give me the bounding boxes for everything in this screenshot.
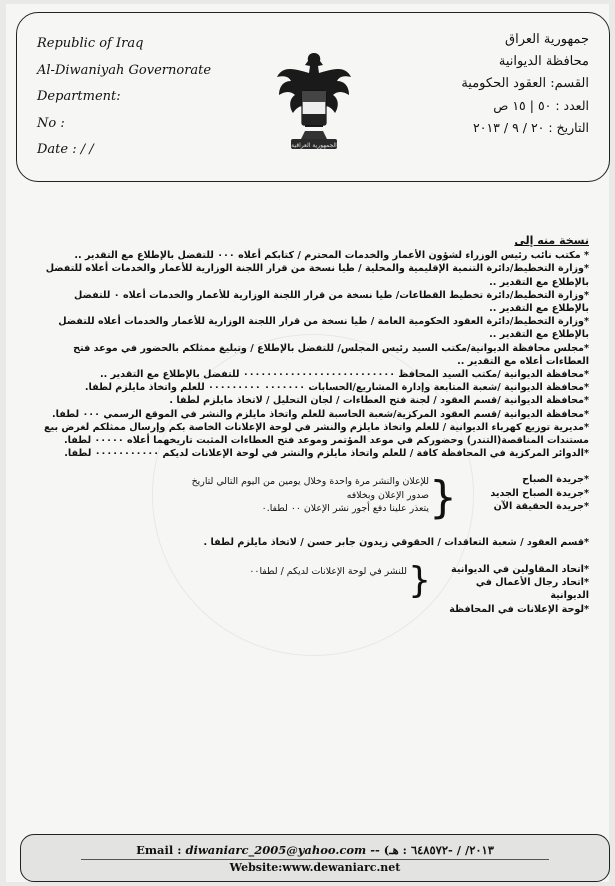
letterhead (16, 12, 610, 182)
newspaper-list (469, 473, 589, 513)
union-item: *اتحاد رجال الأعمال في الديوانية (475, 576, 589, 602)
recipient-line: *وزارة التخطيط/دائرة تخطيط القطاعات/ طيا نسخة من قرار اللجنة الوزارية للأعمار والخدمات أعلاه ٠ للتفضل بالإطلاع مع التقدير .. (74, 289, 589, 315)
newspapers-block (34, 473, 589, 523)
contracts-line: *قسم العقود / شعبة التعاقدات / الحقوقي زيدون جابر حسن / لاتخاذ مايلزم لطفا . (203, 537, 589, 549)
republic-ar: جمهورية العراق (505, 32, 589, 47)
phone-number: -- (٢٠١٣/ / -٦٤٨٥٧٢ : هـ (370, 843, 494, 857)
date-ar: التاريخ : ٢٠ / ٩ / ٢٠١٣ (473, 120, 589, 135)
copy-title: نسخة منه إلى (514, 234, 589, 247)
email-label: Email : (136, 843, 182, 857)
recipient-line: *محافظة الديوانية /قسم العقود المركزية/شعبة الحاسبة للعلم واتخاذ مايلزم والنشر في الموقع الرسمي ٠٠٠ لطفا. (51, 408, 589, 420)
number-ar: العدد : ٥٠ | ١٥ ص (493, 98, 589, 113)
arabic-letterhead (399, 29, 589, 139)
iraq-eagle-emblem (275, 47, 353, 153)
brace-icon: { (429, 472, 457, 524)
newspaper-item: *جريدة الصباح (522, 474, 589, 486)
newspapers-note-line: يتعذر علينا دفع أجور نشر الإعلان ٠٠ لطفا.٠ (261, 502, 429, 514)
department-en: Department: (37, 89, 121, 104)
unions-block (34, 559, 589, 603)
governorate-ar: محافظة الديوانية (498, 54, 589, 69)
email-link[interactable]: diwaniarc_2005@yahoo.com (185, 843, 367, 857)
distribution-list (34, 234, 589, 616)
date-en: Date : / / (37, 142, 94, 157)
brace-icon: { (408, 559, 431, 601)
recipient-line: *مجلس محافظة الديوانية/مكتب السيد رئيس المجلس/ للتفضل بالإطلاع / وتبليغ ممثلكم بالحضور في موعد فتح العطاءات أعلاه مع التقدير .. (73, 342, 589, 367)
recipient-line: *مديرية توزيع كهرباء الديوانية / للعلم واتخاذ مايلزم والنشر في لوحة الإعلانات الخاصة بكم وإرسال ممثلكم لغرض بيع مستندات المناقصة(التندر) وحضوركم في موعد المؤتمر وموعد فتح العطاءات المثبت تاريخهما أعلاه ٠٠٠٠٠ لطفا. (43, 421, 589, 447)
governorate-en: Al-Diwaniyah Governorate (37, 62, 212, 78)
union-item: *اتحاد المقاولين في الديوانية (451, 563, 589, 575)
newspapers-note (189, 475, 429, 515)
footer-divider (81, 859, 549, 860)
newspapers-note-line: للإعلان والنشر مرة واحدة وخلال يومين من اليوم التالي لتاريخ صدور الإعلان وبخلافه (191, 476, 429, 501)
recipient-line: *الدوائر المركزية في المحافظة كافة / للعلم واتخاذ مايلزم والنشر في لوحة الإعلانات لديكم ٠٠٠٠٠٠٠٠٠٠٠ لطفا. (64, 448, 589, 460)
english-letterhead (37, 31, 237, 164)
newspaper-item: *جريدة الصباح الجديد (490, 487, 589, 499)
department-ar: القسم: العقود الحكومية (461, 76, 589, 91)
recipient-line: *وزارة التخطيط/دائرة التنمية الإقليمية والمحلية / طيا نسخة من قرار اللجنة الوزارية للأعمار والخدمات أعلاه للتفضل بالإطلاع مع التقدير .. (45, 263, 589, 288)
footer (20, 834, 610, 882)
number-en: No : (37, 115, 65, 131)
emblem-caption: الجمهورية العراقية (291, 142, 337, 149)
footer-contact (21, 843, 609, 857)
newspaper-item: *جريدة الحقيقة الآن (493, 500, 589, 512)
republic-en: Republic of Iraq (37, 36, 144, 51)
recipient-line: *محافظة الديوانية /شعبة المتابعة وإدارة المشاريع/الحسابات ٠٠٠٠٠٠٠ ٠٠٠٠٠٠٠٠٠ للعلم واتخاذ مايلزم لطفا. (84, 382, 589, 394)
recipient-line: *محافظة الديوانية /مكتب السيد المحافظ ٠٠٠٠٠٠٠٠٠٠٠٠٠٠٠٠٠٠٠٠٠٠٠٠٠٠ للتفضل بالإطلاع مع التقدير .. (99, 369, 589, 381)
recipient-line: *وزارة التخطيط/دائرة العقود الحكومية العامة / طيا نسخة من قرار اللجنة الوزارية للأعمار والخدمات أعلاه للتفضل بالإطلاع مع التقدير .. (58, 316, 589, 341)
website-link[interactable]: Website:www.dewaniarc.net (229, 861, 401, 874)
unions-note: للنشر في لوحة الإعلانات لديكم / لطفا٠٠ (249, 565, 407, 577)
ads-board-line: *لوحة الإعلانات في المحافظة (449, 603, 589, 615)
recipient-line: * مكتب نائب رئيس الوزراء لشؤون الأعمار والخدمات المحترم / كتابكم أعلاه ٠٠٠ للتفضل بالإطلاع مع التقدير .. (74, 250, 589, 262)
recipient-line: *محافظة الديوانية /قسم العقود / لجنة فتح العطاءات / لجان التحليل / لاتخاذ مايلزم لطفا . (169, 395, 589, 407)
document-page (6, 4, 609, 882)
unions-list (439, 563, 589, 603)
